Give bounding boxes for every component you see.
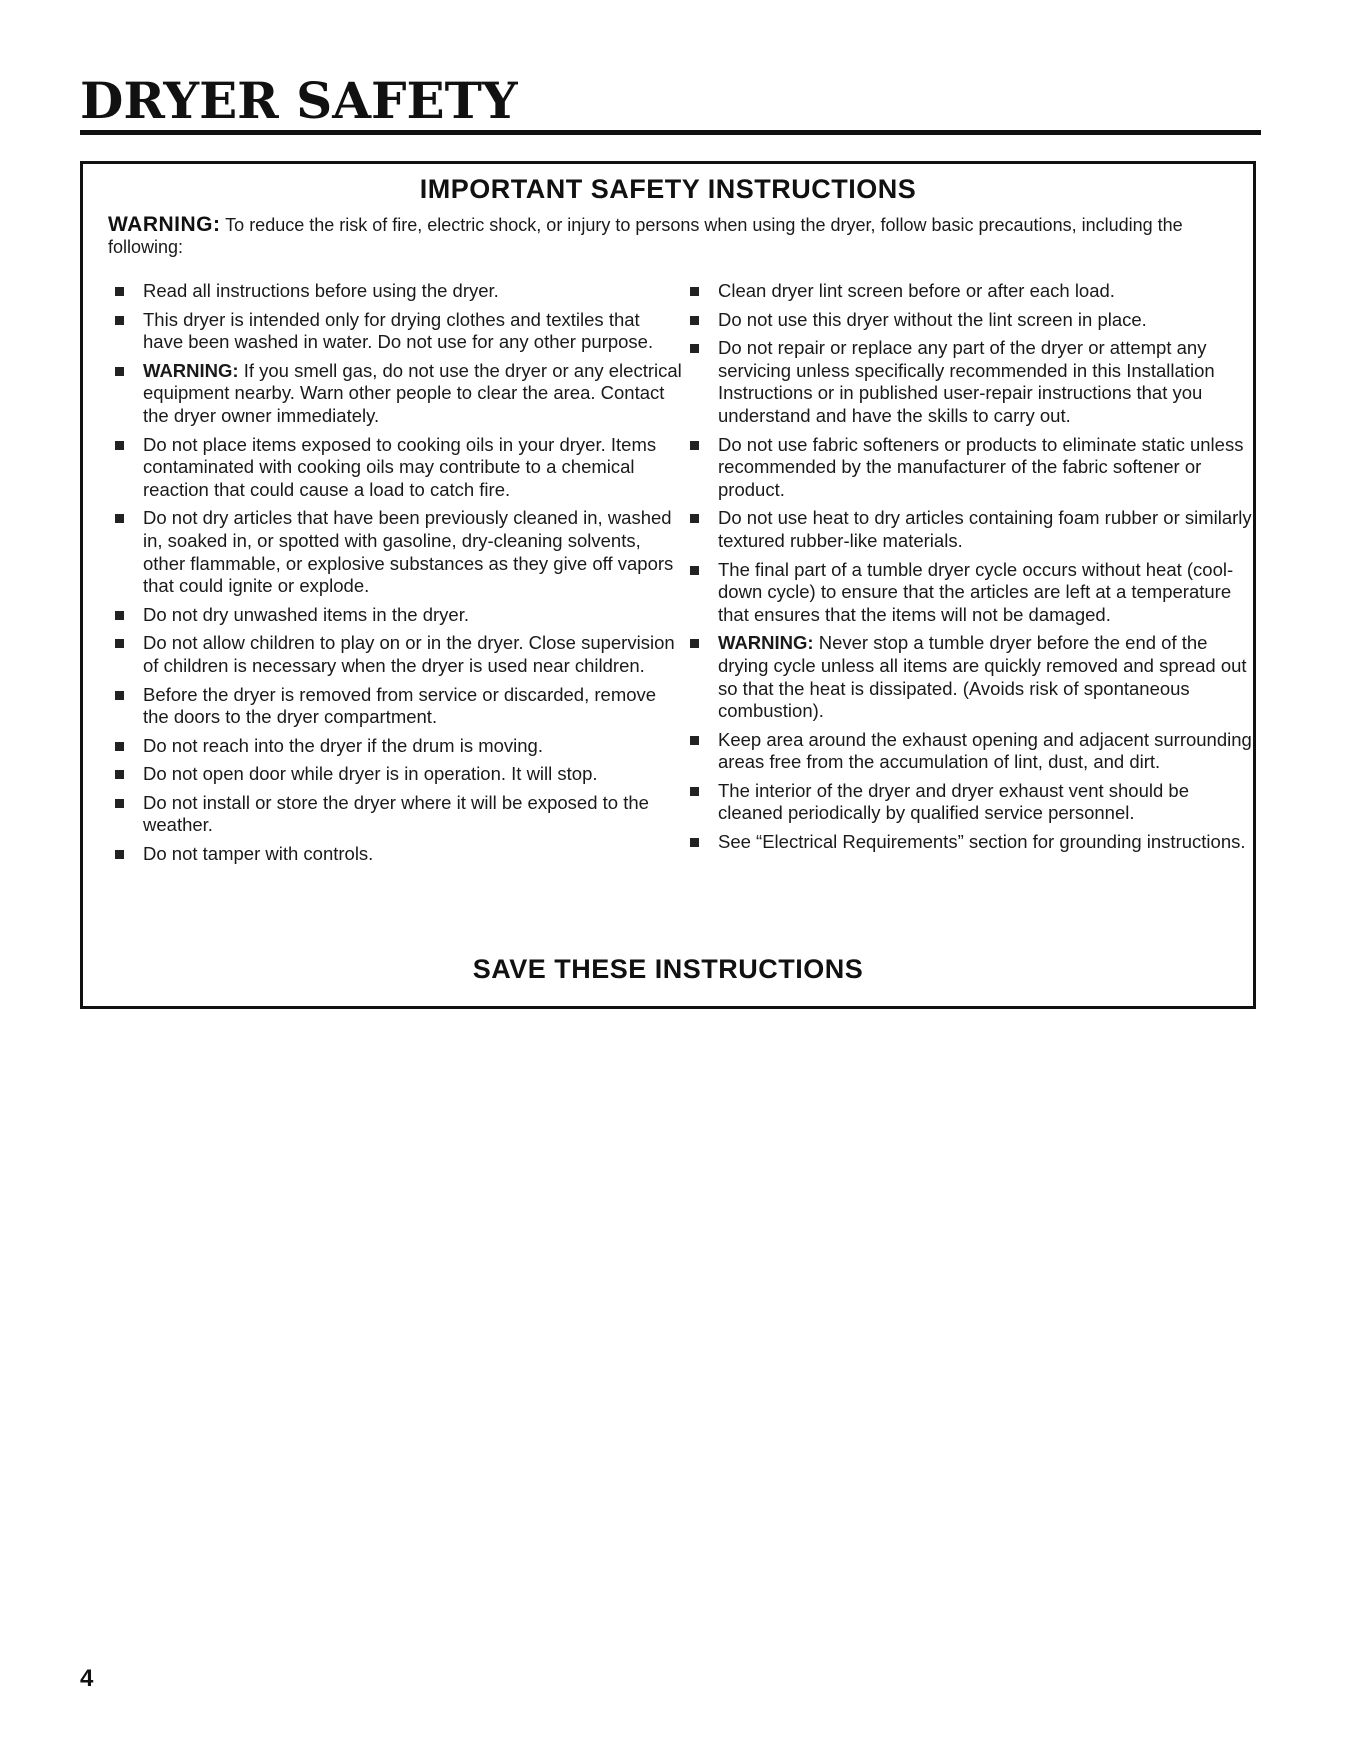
- list-item-text: Do not dry unwashed items in the dryer.: [143, 603, 469, 625]
- list-item-text: The interior of the dryer and dryer exhaust vent should be cleaned periodically by qualified service personnel.: [718, 779, 1189, 824]
- list-item: [113, 360, 683, 428]
- right-instruction-list: [688, 280, 1254, 860]
- square-bullet-icon: [690, 736, 699, 745]
- list-item: [113, 632, 683, 677]
- list-item-text: Keep area around the exhaust opening and adjacent surrounding areas free from the accumulation of lint, dust, and dirt.: [718, 728, 1252, 773]
- list-item: [688, 337, 1254, 427]
- list-item-text: Do not use this dryer without the lint screen in place.: [718, 308, 1147, 330]
- warning-text: To reduce the risk of fire, electric shock, or injury to persons when using the dryer, follow basic precautions, including the following:: [108, 215, 1183, 257]
- square-bullet-icon: [115, 514, 124, 523]
- list-item: [688, 507, 1254, 552]
- square-bullet-icon: [115, 316, 124, 325]
- list-item: [688, 780, 1254, 825]
- list-item-text: If you smell gas, do not use the dryer or any electrical equipment nearby. Warn other people to clear the area. Contact the dryer owner immediately.: [143, 359, 682, 426]
- list-item-text: Do not tamper with controls.: [143, 843, 374, 865]
- list-item: [113, 309, 683, 354]
- square-bullet-icon: [115, 287, 124, 296]
- list-item: [688, 434, 1254, 502]
- list-item: [113, 735, 683, 758]
- page-number: 4: [80, 1665, 94, 1692]
- square-bullet-icon: [690, 514, 699, 523]
- square-bullet-icon: [115, 742, 124, 751]
- list-item: [113, 792, 683, 837]
- list-item-text: Do not place items exposed to cooking oils in your dryer. Items contaminated with cooking oils may contribute to a chemical reaction that could cause a load to catch fire.: [143, 433, 657, 500]
- square-bullet-icon: [690, 838, 699, 847]
- square-bullet-icon: [690, 639, 699, 648]
- title-rule: [80, 130, 1261, 135]
- square-bullet-icon: [690, 566, 699, 575]
- list-item: [113, 507, 683, 597]
- list-item: [688, 831, 1254, 854]
- list-item-text: The final part of a tumble dryer cycle occurs without heat (cool-down cycle) to ensure that the articles are left at a temperature that ensures that the items will not be damaged.: [718, 558, 1234, 625]
- square-bullet-icon: [115, 611, 124, 620]
- list-item-text: Do not use heat to dry articles containing foam rubber or similarly textured rubber-like materials.: [718, 507, 1252, 551]
- square-bullet-icon: [115, 639, 124, 648]
- list-item: [113, 434, 683, 502]
- square-bullet-icon: [115, 799, 124, 808]
- page-header: [80, 71, 1261, 135]
- list-item: [688, 309, 1254, 332]
- inline-warning-label: WARNING:: [143, 359, 239, 381]
- list-item: [688, 559, 1254, 627]
- square-bullet-icon: [115, 367, 124, 376]
- warning-intro: [108, 214, 1213, 258]
- list-item-text: This dryer is intended only for drying clothes and textiles that have been washed in water. Do not use for any other purpose.: [143, 308, 654, 353]
- left-instruction-list: [113, 280, 683, 872]
- box-footer: SAVE THESE INSTRUCTIONS: [472, 954, 864, 984]
- list-item: [113, 843, 683, 866]
- warning-label: WARNING:: [108, 213, 221, 236]
- inline-warning-label: WARNING:: [718, 632, 814, 654]
- list-item: [113, 684, 683, 729]
- safety-instructions-box: [80, 161, 1256, 1009]
- box-heading: IMPORTANT SAFETY INSTRUCTIONS: [419, 174, 917, 204]
- list-item: [688, 632, 1254, 722]
- list-item-text: Do not install or store the dryer where it will be exposed to the weather.: [143, 791, 649, 836]
- list-item: [688, 729, 1254, 774]
- list-item-text: Read all instructions before using the dryer.: [143, 280, 499, 301]
- list-item-text: Do not allow children to play on or in the dryer. Close supervision of children is necessary when the dryer is used near children.: [143, 632, 675, 676]
- square-bullet-icon: [115, 770, 124, 779]
- square-bullet-icon: [690, 787, 699, 796]
- list-item: [113, 763, 683, 786]
- square-bullet-icon: [690, 287, 699, 296]
- list-item-text: Do not repair or replace any part of the dryer or attempt any servicing unless specifically recommended in this Installation Instructions or in published user-repair instructions that you understand and have the skills to carry out.: [718, 337, 1215, 426]
- square-bullet-icon: [115, 850, 124, 859]
- list-item-text: See “Electrical Requirements” section for grounding instructions.: [718, 831, 1246, 853]
- list-item-text: Do not open door while dryer is in operation. It will stop.: [143, 763, 598, 785]
- list-item-text: Do not use fabric softeners or products to eliminate static unless recommended by the manufacturer of the fabric softener or product.: [718, 433, 1244, 500]
- list-item-text: Never stop a tumble dryer before the end of the drying cycle unless all items are quickly removed and spread out so that the heat is dissipated. (Avoids risk of spontaneous combustion).: [718, 632, 1247, 722]
- square-bullet-icon: [690, 316, 699, 325]
- square-bullet-icon: [690, 344, 699, 353]
- list-item-text: Clean dryer lint screen before or after each load.: [718, 280, 1115, 301]
- list-item: [113, 280, 683, 303]
- list-item: [113, 604, 683, 627]
- page-title: DRYER SAFETY: [80, 71, 518, 130]
- square-bullet-icon: [690, 441, 699, 450]
- list-item-text: Do not reach into the dryer if the drum is moving.: [143, 734, 543, 756]
- list-item: [688, 280, 1254, 303]
- list-item-text: Do not dry articles that have been previously cleaned in, washed in, soaked in, or spotted with gasoline, dry-cleaning solvents, other flammable, or explosive substances as they give off vapors that could ignite or explode.: [143, 507, 674, 597]
- square-bullet-icon: [115, 441, 124, 450]
- list-item-text: Before the dryer is removed from service or discarded, remove the doors to the dryer compartment.: [143, 683, 657, 728]
- square-bullet-icon: [115, 691, 124, 700]
